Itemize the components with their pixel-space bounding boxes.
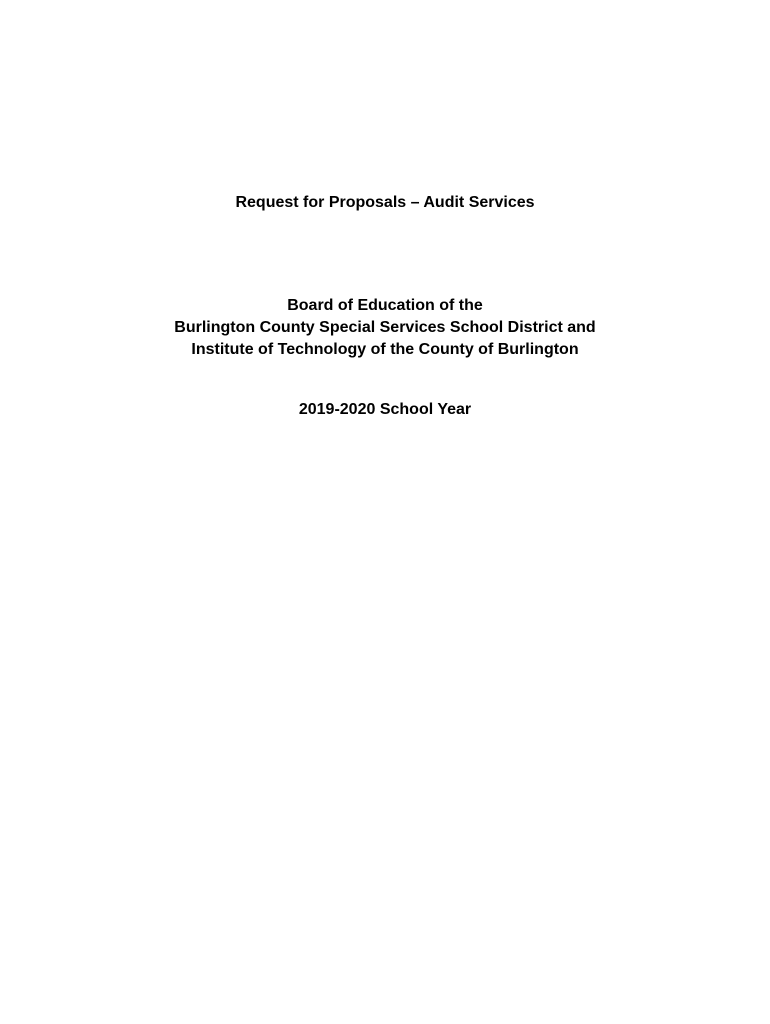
board-name-line-1: Board of Education of the — [287, 297, 483, 314]
document-title: Request for Proposals – Audit Services — [235, 194, 535, 211]
school-year: 2019-2020 School Year — [298, 401, 472, 418]
board-name-line-2: Burlington County Special Services School District and — [174, 319, 596, 336]
board-name-line-3: Institute of Technology of the County of Burlington — [191, 341, 579, 358]
